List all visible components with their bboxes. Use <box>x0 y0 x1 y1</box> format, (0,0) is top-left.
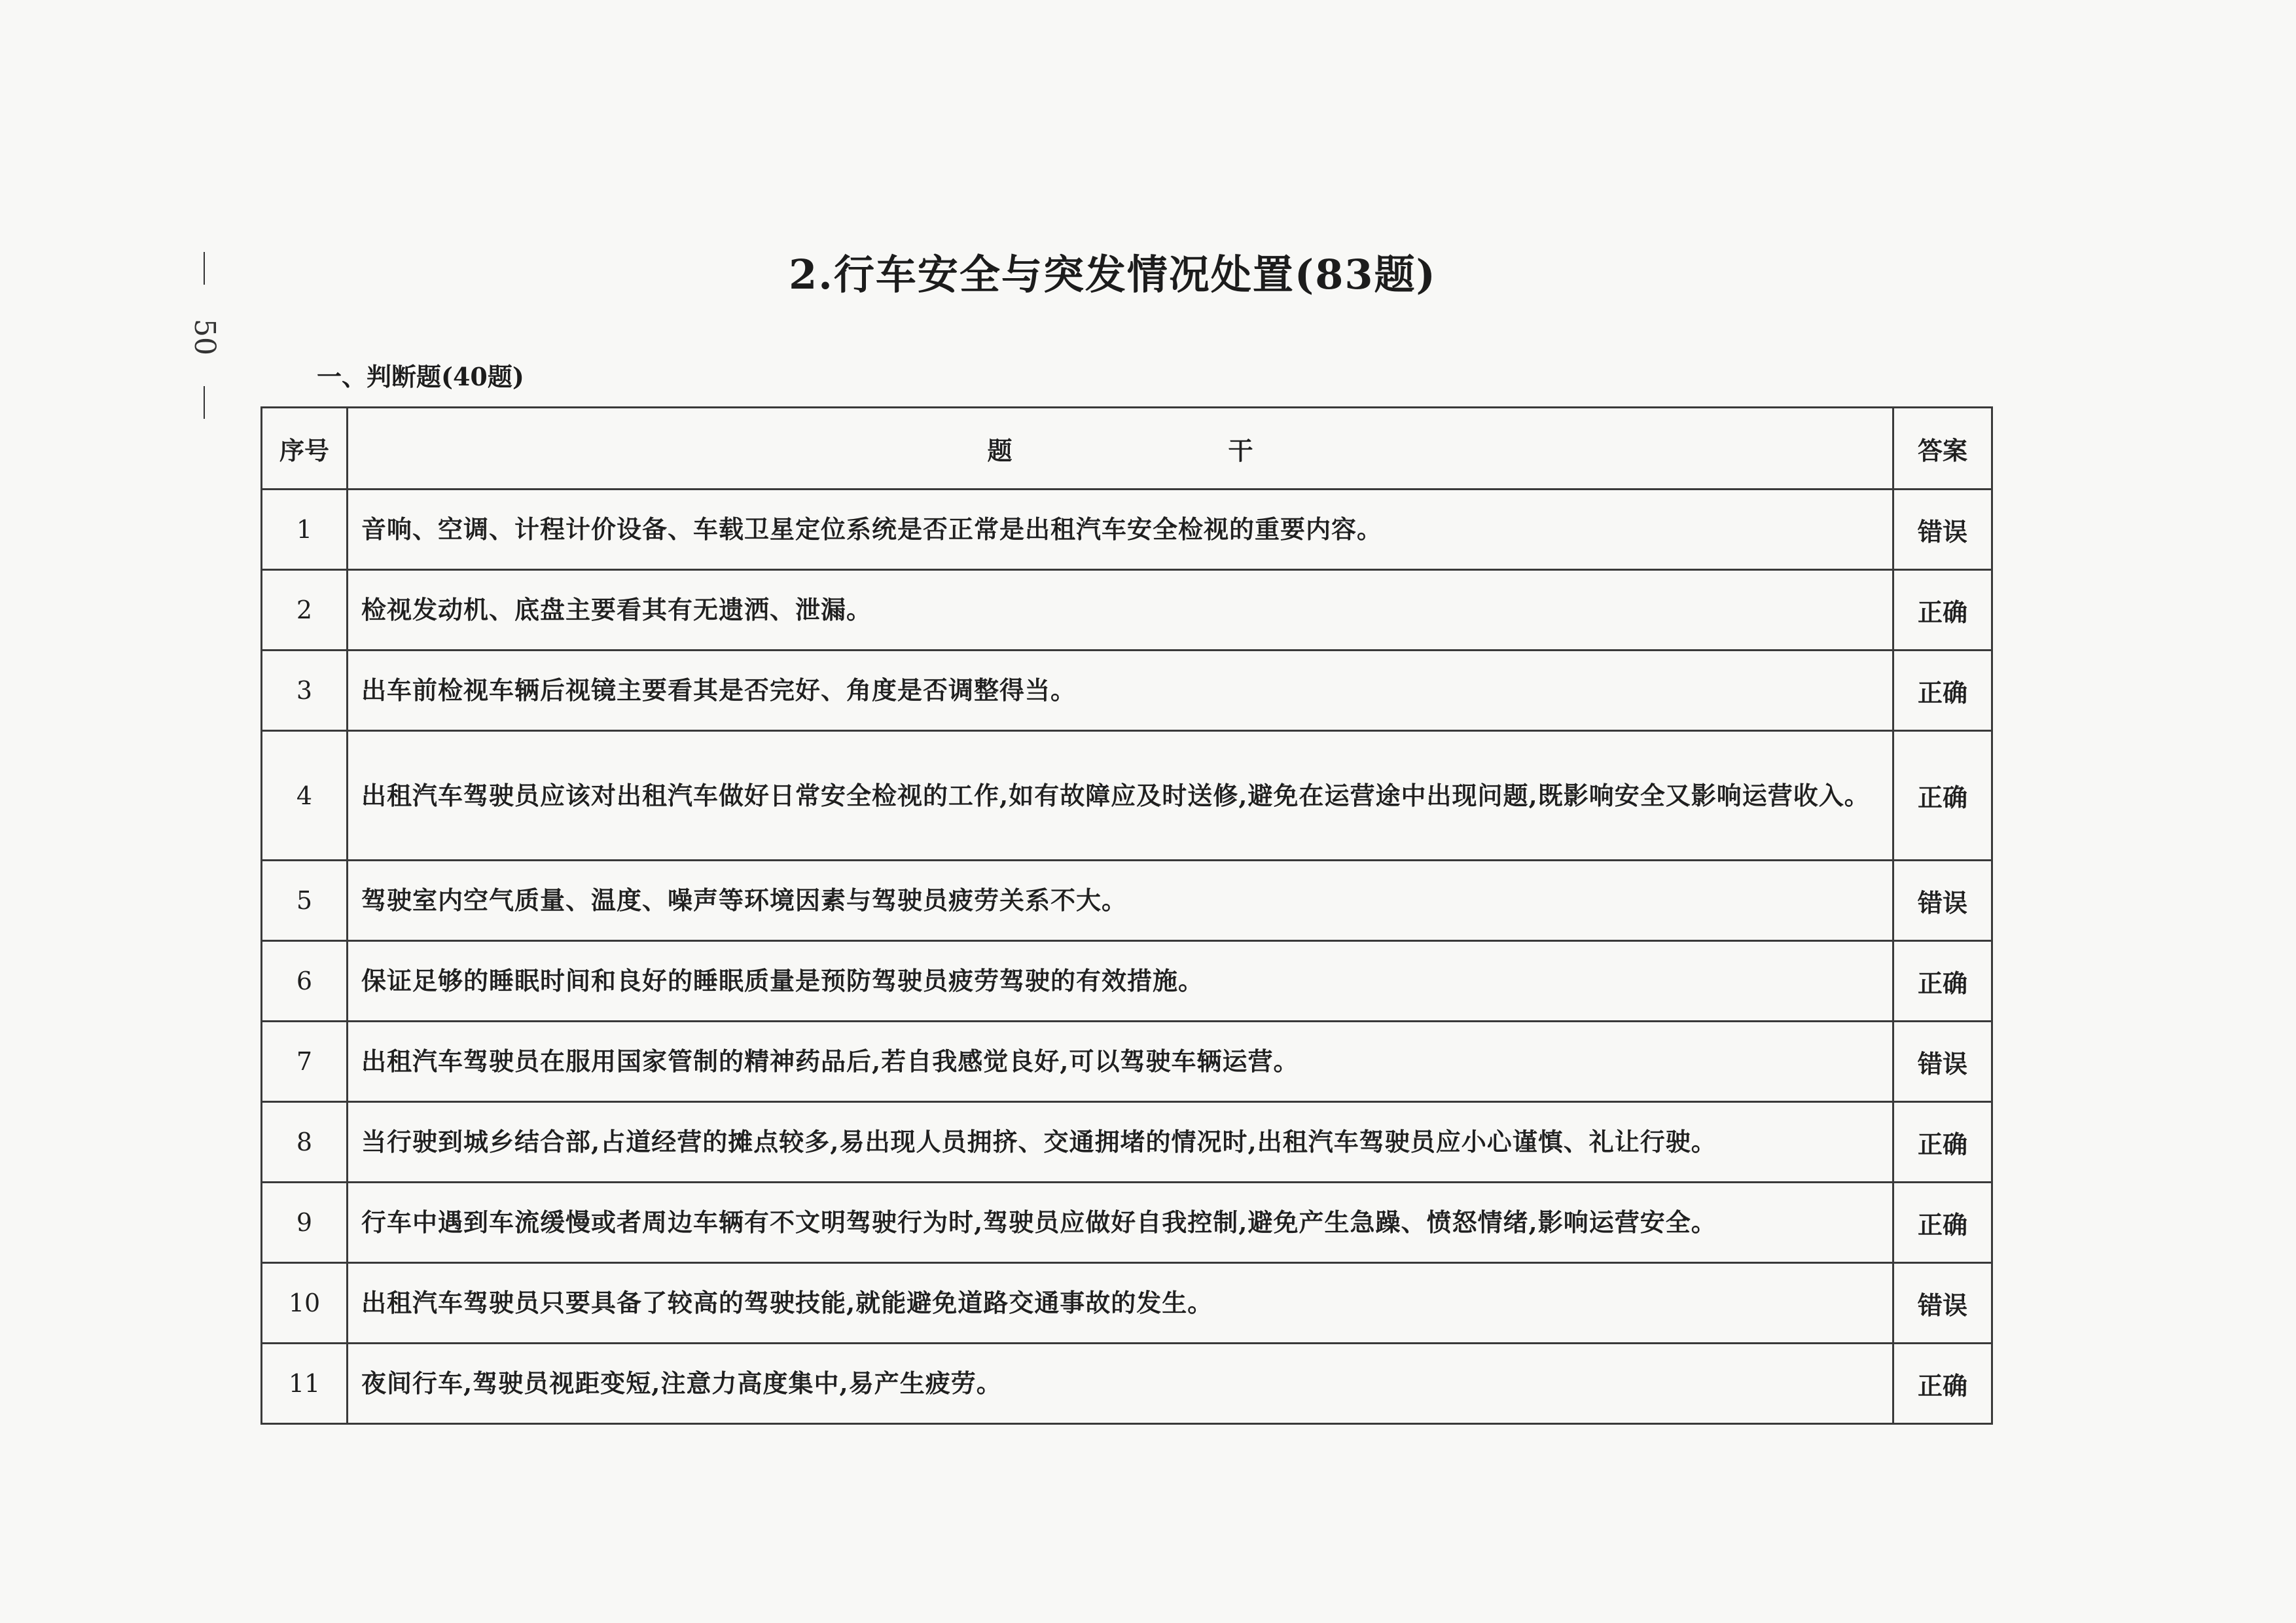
table-header-row <box>262 408 1992 490</box>
page-number-dash-bottom <box>204 386 205 419</box>
header-question <box>348 408 1893 490</box>
header-question-part1: 题 <box>987 435 1013 465</box>
row-answer: 正确 <box>1893 570 1992 651</box>
page-number-dash-top <box>204 252 205 285</box>
row-question: 出车前检视车辆后视镜主要看其是否完好、角度是否调整得当。 <box>348 651 1893 731</box>
row-index: 1 <box>262 490 348 570</box>
row-index: 7 <box>262 1022 348 1102</box>
row-index: 5 <box>262 861 348 941</box>
header-answer: 答案 <box>1893 408 1992 490</box>
row-answer: 错误 <box>1893 1022 1992 1102</box>
row-index: 3 <box>262 651 348 731</box>
row-index: 10 <box>262 1263 348 1344</box>
table-row <box>262 861 1992 941</box>
table-row <box>262 570 1992 651</box>
row-question: 当行驶到城乡结合部,占道经营的摊点较多,易出现人员拥挤、交通拥堵的情况时,出租汽车驾驶员应小心谨慎、礼让行驶。 <box>348 1102 1893 1183</box>
row-index: 4 <box>262 731 348 861</box>
table-row <box>262 1344 1992 1424</box>
table-row <box>262 651 1992 731</box>
row-answer: 正确 <box>1893 651 1992 731</box>
page-number-marker <box>188 252 221 422</box>
row-index: 11 <box>262 1344 348 1424</box>
row-question: 行车中遇到车流缓慢或者周边车辆有不文明驾驶行为时,驾驶员应做好自我控制,避免产生急躁、愤怒情绪,影响运营安全。 <box>348 1183 1893 1263</box>
row-answer: 正确 <box>1893 1344 1992 1424</box>
table-row <box>262 490 1992 570</box>
question-table <box>260 406 1993 1425</box>
header-question-part2: 干 <box>1228 435 1253 465</box>
table-row <box>262 731 1992 861</box>
row-answer: 错误 <box>1893 861 1992 941</box>
row-question: 检视发动机、底盘主要看其有无遗洒、泄漏。 <box>348 570 1893 651</box>
row-question: 夜间行车,驾驶员视距变短,注意力高度集中,易产生疲劳。 <box>348 1344 1893 1424</box>
table-row <box>262 1183 1992 1263</box>
row-index: 2 <box>262 570 348 651</box>
row-answer: 正确 <box>1893 731 1992 861</box>
row-index: 6 <box>262 941 348 1022</box>
row-question: 出租汽车驾驶员在服用国家管制的精神药品后,若自我感觉良好,可以驾驶车辆运营。 <box>348 1022 1893 1102</box>
row-question: 出租汽车驾驶员只要具备了较高的驾驶技能,就能避免道路交通事故的发生。 <box>348 1263 1893 1344</box>
row-index: 8 <box>262 1102 348 1183</box>
table-row <box>262 1022 1992 1102</box>
row-question: 出租汽车驾驶员应该对出租汽车做好日常安全检视的工作,如有故障应及时送修,避免在运营途中出现问题,既影响安全又影响运营收入。 <box>348 731 1893 861</box>
header-index: 序号 <box>262 408 348 490</box>
row-question: 驾驶室内空气质量、温度、噪声等环境因素与驾驶员疲劳关系不大。 <box>348 861 1893 941</box>
row-question: 音响、空调、计程计价设备、车载卫星定位系统是否正常是出租汽车安全检视的重要内容。 <box>348 490 1893 570</box>
table-row <box>262 1102 1992 1183</box>
row-answer: 正确 <box>1893 1183 1992 1263</box>
page-title: 2.行车安全与突发情况处置(83题) <box>789 251 1437 298</box>
row-answer: 正确 <box>1893 941 1992 1022</box>
section-heading: 一、判断题(40题) <box>317 362 524 391</box>
row-index: 9 <box>262 1183 348 1263</box>
table-row <box>262 941 1992 1022</box>
page-number: 50 <box>188 319 221 355</box>
row-answer: 错误 <box>1893 490 1992 570</box>
table-row <box>262 1263 1992 1344</box>
row-answer: 正确 <box>1893 1102 1992 1183</box>
row-question: 保证足够的睡眠时间和良好的睡眠质量是预防驾驶员疲劳驾驶的有效措施。 <box>348 941 1893 1022</box>
row-answer: 错误 <box>1893 1263 1992 1344</box>
